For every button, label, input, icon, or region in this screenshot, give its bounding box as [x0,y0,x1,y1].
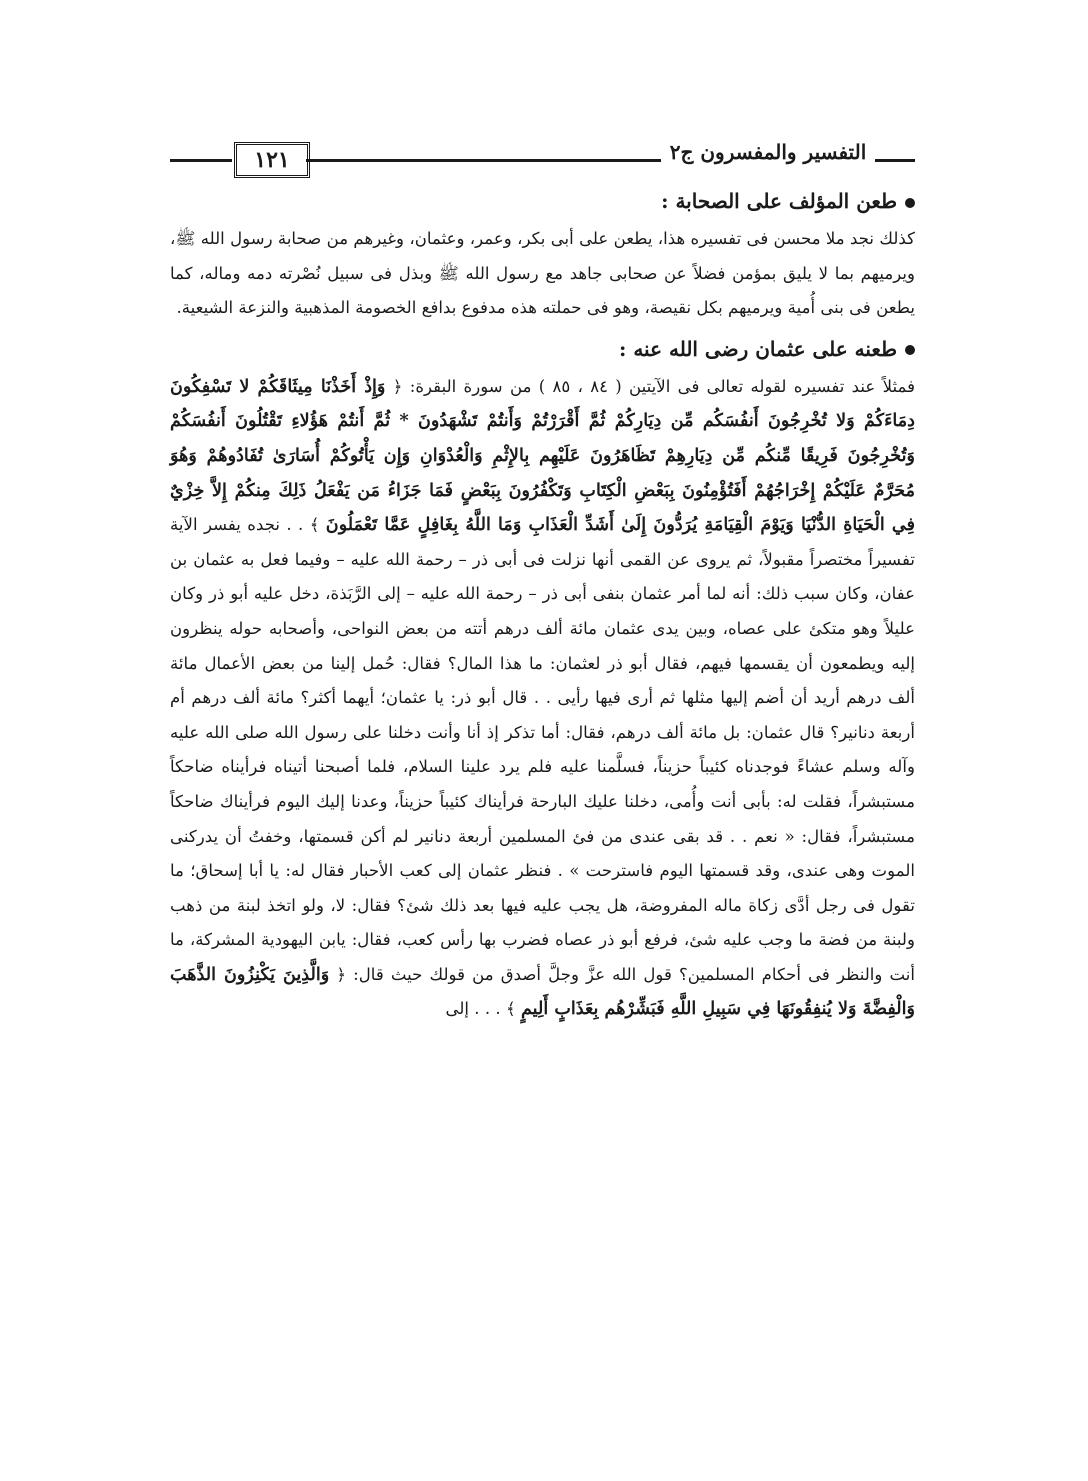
quran-open-bracket-icon: ﴿ [392,376,403,396]
quran-verse: وَإِذْ أَخَذْنَا مِيثَاقَكُمْ لا تَسْفِكُونَ دِمَاءَكُمْ وَلا تُخْرِجُونَ أَنفُسَكُم مِّن دِيَارِكُمْ ثُمَّ أَقْرَرْتُمْ وَأَنتُمْ تَشْهَدُونَ * ثُمَّ أَنتُمْ هَؤُلاءِ تَقْتُلُونَ أَنفُسَكُمْ وَتُخْرِجُونَ فَرِيقًا مِّنكُم مِّن دِيَارِهِمْ تَظَاهَرُونَ عَلَيْهِم بِالإِثْمِ وَالْعُدْوَانِ وَإِن يَأْتُوكُمْ أُسَارَىٰ تُفَادُوهُمْ وَهُوَ مُحَرَّمٌ عَلَيْكُمْ إِخْرَاجُهُمْ أَفَتُؤْمِنُونَ بِبَعْضِ الْكِتَابِ وَتَكْفُرُونَ بِبَعْضٍ فَمَا جَزَاءُ مَن يَفْعَلُ ذَلِكَ مِنكُمْ إِلاَّ خِزْيٌ فِي الْحَيَاةِ الدُّنْيَا وَيَوْمَ الْقِيَامَةِ يُرَدُّونَ إِلَىٰ أَشَدِّ الْعَذَابِ وَمَا اللَّهُ بِغَافِلٍ عَمَّا تَعْمَلُونَ [170,375,915,536]
running-header [170,140,915,178]
quran-close-bracket-icon: ﴾ [309,515,320,535]
section-heading-text: طعنه على عثمان رضى الله عنه : [618,336,897,361]
page-number-box [234,142,310,178]
book-title: التفسير والمفسرون ج٢ [669,140,867,164]
intro-text: فمثلاً عند تفسيره لقوله تعالى فى الآيتين ( ٨٤ ، ٨٥ ) من سورة البقرة: [409,376,916,396]
section-heading-text: طعن المؤلف على الصحابة : [661,189,897,213]
section-heading-uthman [170,332,915,366]
section-heading-companions [170,184,915,218]
quran-verse-2: وَالَّذِينَ يَكْنِزُونَ الذَّهَبَ وَالْفِضَّةَ وَلا يُنفِقُونَهَا فِي سَبِيلِ اللَّهِ فَبَشِّرْهُم بِعَذَابٍ أَلِيمٍ [170,963,915,1020]
bullet-icon [905,345,915,355]
page-number: ١٢١ [254,147,290,173]
header-rule-right [875,159,915,162]
book-page [170,140,915,1027]
body-text: . . نجده يفسر الآية تفسيراً مختصراً مقبولاً، ثم يروى عن القمى أنها نزلت فى أبى ذر – رحمة الله عليه – وفيما فعل به عثمان بن عفان، وكان سبب ذلك: أنه لما أمر عثمان بنفى أبى ذر – رحمة الله عليه – إلى الرَّبَذة، دخل عليه أبو ذر وكان عليلاً وهو متكئ على عصاه، وبين يدى عثمان مائة ألف درهم أتته من بعض النواحى، وأصحابه حوله ينظرون إليه ويطمعون أن يقسمها فيهم، فقال أبو ذر لعثمان: ما هذا المال؟ فقال: حُمل إلينا من بعض الأعمال مائة ألف درهم أريد أن أضم إليها مثلها ثم أرى فيها رأيى . . قال أبو ذر: يا عثمان؛ أيهما أكثر؟ مائة ألف درهم أم أربعة دنانير؟ قال عثمان: بل مائة ألف درهم، فقال: أما تذكر إذ أنا وأنت دخلنا على رسول الله صلى الله عليه وآله وسلم عشاءً فوجدناه كئيباً حزيناً، فسلَّمنا عليه فلم يرد علينا السلام، فلما أصبحنا أتيناه فرأيناه ضاحكاً مستبشراً، فقلت له: بأبى أنت وأُمى، دخلنا عليك البارحة فرأيناك كئيباً حزيناً، وعدنا إليك اليوم فرأيناك ضاحكاً مستبشراً، فقال: « نعم . . قد بقى عندى من فئ المسلمين أربعة دنانير لم أكن قسمتها، وخفتُ أن يدركنى الموت وهى عندى، وقد قسمتها اليوم فاسترحت » . فنظر عثمان إلى كعب الأحبار فقال له: يا أبا إسحاق؛ ما تقول فى رجل أدَّى زكاة ماله المفروضة، هل يجب عليه فيها بعد ذلك شئ؟ فقال: لا، ولو اتخذ لبنة من ذهب ولبنة من فضة ما وجب عليه شئ، فرفع أبو ذر عصاه فضرب بها رأس كعب، فقال: يابن اليهودية المشركة، ما أنت والنظر فى أحكام المسلمين؟ قول الله عزَّ وجلَّ أصدق من قولك حيث قال: [170,515,916,984]
bullet-icon [905,198,915,208]
paragraph-companions: كذلك نجد ملا محسن فى تفسيره هذا، يطعن على أبى بكر، وعمر، وعثمان، وغيرهم من صحابة رسول الله ﷺ، ويرميهم بما لا يليق بمؤمن فضلاً عن صحابى جاهد مع رسول الله ﷺ وبذل فى سبيل نُصْرته دمه وماله، كما يطعن فى بنى أُمية ويرميهم بكل نقيصة، وهو فى حملته هذه مدفوع بدافع الخصومة المذهبية والنزعة الشيعية. [170,229,915,318]
tail-text: . . . إلى [445,999,501,1019]
quran-open-bracket-icon: ﴿ [336,964,347,984]
header-rule-middle [306,159,661,162]
header-rule-left [170,159,232,162]
quran-close-bracket-icon: ﴾ [505,999,516,1019]
paragraph-uthman [170,370,915,1027]
